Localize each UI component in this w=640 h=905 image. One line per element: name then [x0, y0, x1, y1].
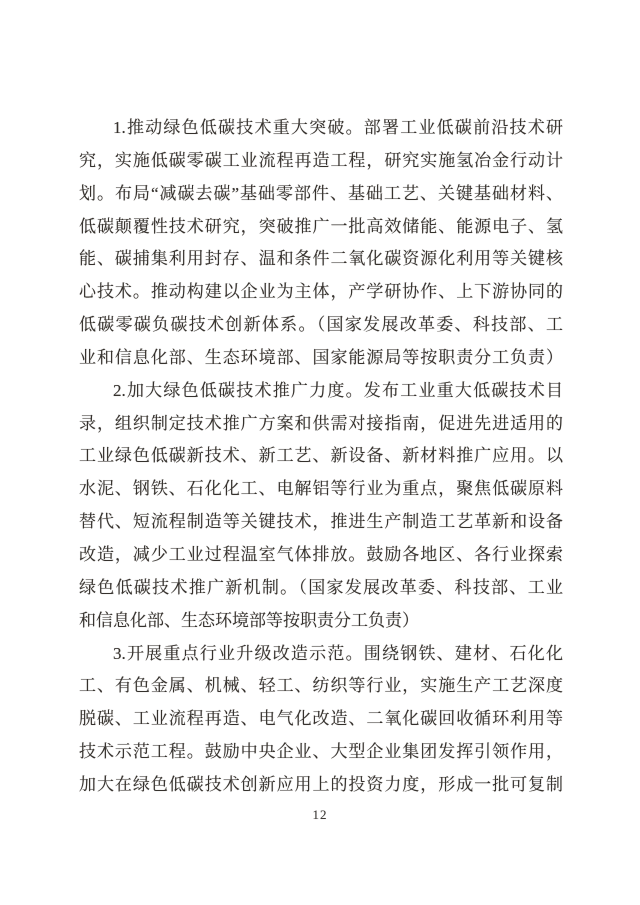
- paragraph: [79, 375, 563, 638]
- text-line: 心技术。推动构建以企业为主体，产学研协作、上下游协同的: [79, 282, 563, 302]
- text-line: 改造，减少工业过程温室气体排放。鼓励各地区、各行业探索: [79, 544, 563, 564]
- text-line: 录，组织制定技术推广方案和供需对接指南，促进先进适用的: [79, 413, 563, 433]
- paragraph: [79, 638, 563, 802]
- paragraph: [79, 112, 563, 375]
- text-line: 绿色低碳技术推广新机制。（国家发展改革委、科技部、工业: [79, 577, 563, 597]
- text-line: 低碳零碳负碳技术创新体系。（国家发展改革委、科技部、工: [79, 315, 563, 335]
- text-line: 2.加大绿色低碳技术推广力度。发布工业重大低碳技术目: [113, 380, 563, 400]
- page-footer: [0, 806, 640, 824]
- text-line: 究，实施低碳零碳工业流程再造工程，研究实施氢冶金行动计: [79, 150, 563, 170]
- text-line: 和信息化部、生态环境部等按职责分工负责）: [79, 610, 419, 630]
- text-line: 技术示范工程。鼓励中央企业、大型企业集团发挥引领作用，: [79, 742, 563, 762]
- text-line: 替代、短流程制造等关键技术，推进生产制造工艺革新和设备: [79, 512, 563, 532]
- text-line: 3.开展重点行业升级改造示范。围绕钢铁、建材、石化化: [113, 643, 563, 663]
- page-number: 12: [312, 807, 328, 822]
- text-line: 低碳颠覆性技术研究，突破推广一批高效储能、能源电子、氢: [79, 216, 563, 236]
- text-line: 加大在绿色低碳技术创新应用上的投资力度，形成一批可复制: [79, 774, 563, 794]
- text-line: 能、碳捕集利用封存、温和条件二氧化碳资源化利用等关键核: [79, 249, 563, 269]
- text-line: 水泥、钢铁、石化化工、电解铝等行业为重点，聚焦低碳原料: [79, 479, 563, 499]
- text-line: 脱碳、工业流程再造、电气化改造、二氧化碳回收循环利用等: [79, 709, 563, 729]
- text-line: 工、有色金属、机械、轻工、纺织等行业，实施生产工艺深度: [79, 676, 563, 696]
- document-body: [79, 112, 563, 802]
- text-line: 划。布局“减碳去碳”基础零部件、基础工艺、关键基础材料、: [79, 183, 563, 203]
- text-line: 1.推动绿色低碳技术重大突破。部署工业低碳前沿技术研: [113, 118, 563, 137]
- text-line: 业和信息化部、生态环境部、国家能源局等按职责分工负责）: [79, 347, 563, 367]
- text-line: 工业绿色低碳新技术、新工艺、新设备、新材料推广应用。以: [79, 446, 563, 466]
